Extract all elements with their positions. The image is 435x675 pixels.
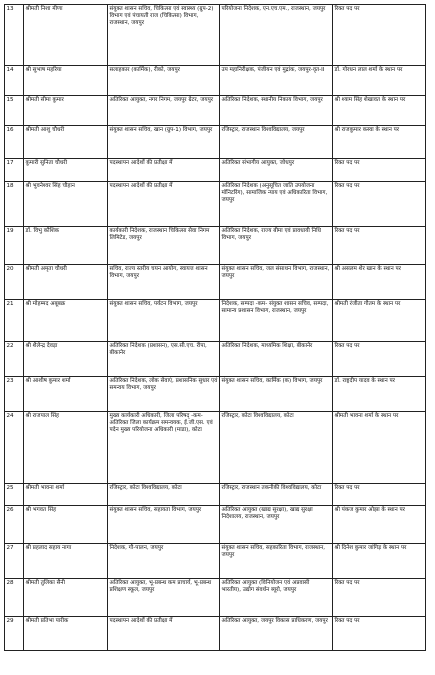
current-posting: पदस्थापन आदेशों की प्रतीक्षा में [108, 182, 220, 227]
officer-name: श्रीमती आशु चौधरी [24, 126, 108, 159]
officer-name: श्रीमती सीमा कुमार [24, 96, 108, 126]
table-row [5, 484, 426, 506]
row-serial: 29 [5, 617, 24, 651]
current-posting: संयुक्त शासन सचिव, सहायता विभाग, जयपुर [108, 506, 220, 544]
row-serial: 24 [5, 412, 24, 484]
new-posting: अतिरिक्त संभागीय आयुक्त, जोधपुर [220, 159, 333, 182]
remark: रिक्त पद पर [333, 182, 426, 227]
officer-name: श्रीमती अमृता चौधरी [24, 265, 108, 300]
row-serial: 16 [5, 126, 24, 159]
row-serial: 17 [5, 159, 24, 182]
new-posting: संयुक्त शासन सचिव, सहकारिता विभाग, राजस्थान, जयपुर [220, 544, 333, 579]
current-posting: पदस्थापन आदेशों की प्रतीक्षा में [108, 159, 220, 182]
officer-name: श्री मोहम्मद अबूबक्र [24, 300, 108, 342]
remark: श्री पंकज कुमार ओझा के स्थान पर [333, 506, 426, 544]
remark: श्री श्याम सिंह शेखावत के स्थान पर [333, 96, 426, 126]
new-posting: संयुक्त शासन सचिव, जल संसाधन विभाग, राजस्थान, जयपुर [220, 265, 333, 300]
current-posting: अतिरिक्त आयुक्त, नगर निगम, जयपुर ग्रेटर, जयपुर [108, 96, 220, 126]
remark: रिक्त पद पर [333, 617, 426, 651]
new-posting: रजिस्ट्रार, राजस्थान विश्वविद्यालय, जयपुर [220, 126, 333, 159]
officer-name: श्री भुवनेश्वर सिंह चौहान [24, 182, 108, 227]
table-row [5, 342, 426, 377]
new-posting: अतिरिक्त निदेशक (अनुसूचित जाति उपयोजना मॉनिटरिंग), सामाजिक न्याय एवं अधिकारिता विभाग, जयपुर [220, 182, 333, 227]
current-posting: रजिस्ट्रार, कोटा विश्वविद्यालय, कोटा [108, 484, 220, 506]
row-serial: 27 [5, 544, 24, 579]
remark: रिक्त पद पर [333, 342, 426, 377]
current-posting: अतिरिक्त निदेशक (प्रशासन), एस.सी.एच. रीपा, बीकानेर [108, 342, 220, 377]
officer-name: श्री प्रहलाद सहाय नागा [24, 544, 108, 579]
officer-name: श्री राजपाल सिंह [24, 412, 108, 484]
current-posting: निदेशक, गौ-पालन, जयपुर [108, 544, 220, 579]
table-body [5, 5, 426, 651]
remark: रिक्त पद पर [333, 579, 426, 617]
new-posting: निदेशक, सम्पदा -कम- संयुक्त शासन सचिव, सम्पदा, सामान्य प्रशासन विभाग, राजस्थान, जयपुर [220, 300, 333, 342]
current-posting: संयुक्त शासन सचिव, चिकित्सा एवं स्वास्थ्य (ग्रुप-2) विभाग एवं पंचायती राज (चिकित्सा) विभाग, राजस्थान, जयपुर [108, 5, 220, 66]
row-serial: 21 [5, 300, 24, 342]
table-row [5, 300, 426, 342]
officer-name: श्रीमती निशा मीणा [24, 5, 108, 66]
new-posting: अतिरिक्त आयुक्त, जयपुर विकास प्राधिकरण, जयपुर [220, 617, 333, 651]
current-posting: अतिरिक्त निदेशक, लोक सेवाएं, प्रशासनिक सुधार एवं समन्वय विभाग, जयपुर [108, 377, 220, 412]
table-row [5, 617, 426, 651]
remark: श्री असलम शेर खान के स्थान पर [333, 265, 426, 300]
current-posting: सचिव, राज्य स्तरीय चयन आयोग, स्वायत्त शासन विभाग, जयपुर [108, 265, 220, 300]
new-posting: उप महानिरीक्षक, पंजीयन एवं मुद्रांक, जयपुर-वृत-II [220, 66, 333, 96]
row-serial: 25 [5, 484, 24, 506]
table-row [5, 126, 426, 159]
remark: रिक्त पद पर [333, 484, 426, 506]
row-serial: 22 [5, 342, 24, 377]
table-row [5, 377, 426, 412]
remark: श्रीमती रंजीता गौतम के स्थान पर [333, 300, 426, 342]
table-row [5, 182, 426, 227]
row-serial: 15 [5, 96, 24, 126]
officer-name: श्रीमती तुलिका सैनी [24, 579, 108, 617]
remark: श्री राजकुमार कस्वा के स्थान पर [333, 126, 426, 159]
officer-name: श्री भगवत सिंह [24, 506, 108, 544]
table-row [5, 412, 426, 484]
remark: रिक्त पद पर [333, 227, 426, 265]
new-posting: अतिरिक्त निदेशक, स्थानीय निकाय विभाग, जयपुर [220, 96, 333, 126]
current-posting: संयुक्त शासन सचिव, पर्यटन विभाग, जयपुर [108, 300, 220, 342]
officer-name: श्री सुभाष महरिया [24, 66, 108, 96]
remark: रिक्त पद पर [333, 5, 426, 66]
row-serial: 26 [5, 506, 24, 544]
table-row [5, 159, 426, 182]
row-serial: 19 [5, 227, 24, 265]
current-posting: मुख्य कार्यकारी अधिकारी, जिला परिषद् -कम- अतिरिक्त जिला कार्यक्रम समन्वयक, ई.जी.एस. एवं पदेन मुख्य परियोजना अधिकारी (माडा), कोटा [108, 412, 220, 484]
row-serial: 20 [5, 265, 24, 300]
table-row [5, 227, 426, 265]
officer-name: श्री शैलेन्द्र देवड़ा [24, 342, 108, 377]
row-serial: 28 [5, 579, 24, 617]
remark: श्रीमती भावना शर्मा के स्थान पर [333, 412, 426, 484]
remark: श्री दिनेश कुमार जांगिड़ के स्थान पर [333, 544, 426, 579]
new-posting: रजिस्ट्रार, राजस्थान तकनीकी विश्वविद्यालय, कोटा [220, 484, 333, 506]
officer-name: डॉ. विभु कौशिक [24, 227, 108, 265]
table-row [5, 96, 426, 126]
remark: रिक्त पद पर [333, 159, 426, 182]
table-row [5, 544, 426, 579]
current-posting: कार्यकारी निदेशक, राजस्थान चिकित्सा सेवा निगम लिमिटेड, जयपुर [108, 227, 220, 265]
remark: डॉ. राष्ट्रदीप यादव के स्थान पर [333, 377, 426, 412]
officer-name: कुमारी सुनिता चौधरी [24, 159, 108, 182]
current-posting: संयुक्त शासन सचिव, खान (ग्रुप-1) विभाग, जयपुर [108, 126, 220, 159]
officer-name: श्री आशीष कुमार शर्मा [24, 377, 108, 412]
table-row [5, 579, 426, 617]
new-posting: अतिरिक्त आयुक्त (विनियोजन एवं अप्रवासी भारतीय), उद्योग संवर्धन ब्यूरो, जयपुर [220, 579, 333, 617]
officer-name: श्रीमती भावना शर्मा [24, 484, 108, 506]
table-row [5, 66, 426, 96]
new-posting: संयुक्त शासन सचिव, कार्मिक (क) विभाग, जयपुर [220, 377, 333, 412]
table-row [5, 265, 426, 300]
row-serial: 18 [5, 182, 24, 227]
officer-name: श्रीमती प्रतिभा पारीक [24, 617, 108, 651]
remark: डॉ. गोरधन लाल शर्मा के स्थान पर [333, 66, 426, 96]
row-serial: 14 [5, 66, 24, 96]
new-posting: रजिस्ट्रार, कोटा विश्वविद्यालय, कोटा [220, 412, 333, 484]
row-serial: 23 [5, 377, 24, 412]
current-posting: सलाहकार (कार्मिक), रीको, जयपुर [108, 66, 220, 96]
current-posting: पदस्थापन आदेशों की प्रतीक्षा में [108, 617, 220, 651]
new-posting: अतिरिक्त आयुक्त (खाद्य सुरक्षा), खाद्य सुरक्षा निदेशालय, राजस्थान, जयपुर [220, 506, 333, 544]
table-row [5, 506, 426, 544]
new-posting: अतिरिक्त निदेशक, राज्य बीमा एवं प्रावधायी निधि विभाग, जयपुर [220, 227, 333, 265]
table-row [5, 5, 426, 66]
new-posting: परियोजना निदेशक, एन.एच.एम., राजस्थान, जयपुर [220, 5, 333, 66]
new-posting: अतिरिक्त निदेशक, माध्यमिक शिक्षा, बीकानेर [220, 342, 333, 377]
current-posting: अतिरिक्त आयुक्त, भू-प्रबन्ध कम प्राचार्य, भू-प्रबन्ध प्रशिक्षण स्कूल, जयपुर [108, 579, 220, 617]
transfer-list-table [4, 4, 426, 651]
row-serial: 13 [5, 5, 24, 66]
